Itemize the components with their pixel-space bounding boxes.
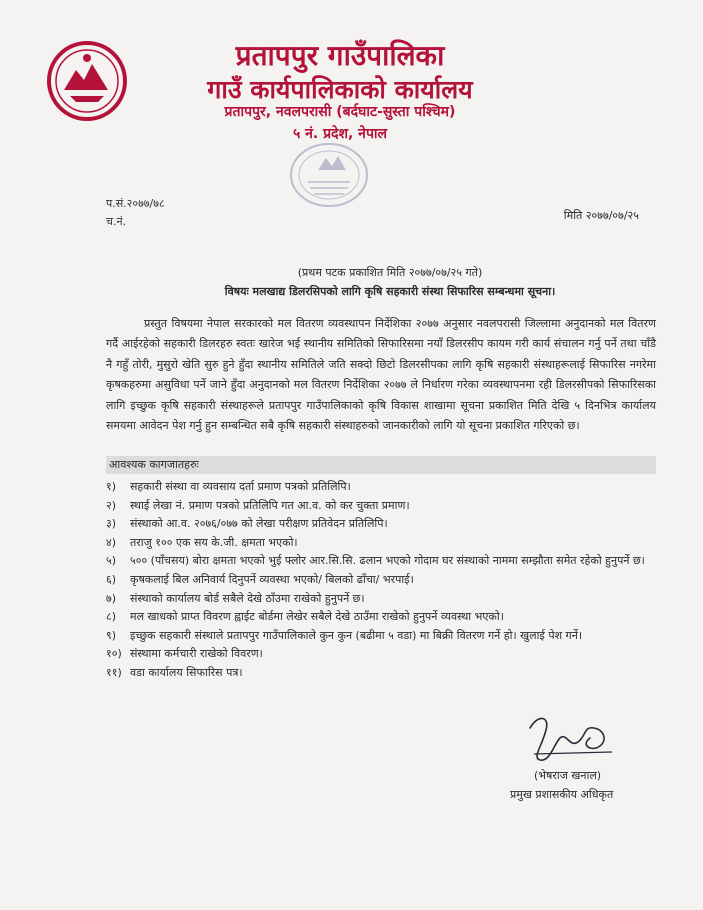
- patra-sankhya: प.सं.२०७७/७८: [106, 197, 165, 210]
- item-text: स्थाई लेखा नं. प्रमाण पत्रको प्रतिलिपि गत आ.व. को कर चुक्ता प्रमाण।: [130, 498, 410, 512]
- list-item: [106, 497, 658, 516]
- item-number: ८): [106, 610, 117, 624]
- item-text: कृषकलाई बिल अनिवार्य दिनुपर्ने व्यवस्था भएको/ बिलको ढाँचा/ भरपाई।: [130, 572, 414, 586]
- item-text: संस्थामा कर्मचारी राखेको विवरण।: [130, 647, 263, 661]
- office-stamp-icon: [288, 140, 370, 210]
- item-text: वडा कार्यालय सिफारिस पत्र।: [130, 665, 243, 679]
- list-item: [106, 627, 658, 646]
- item-number: ५): [106, 554, 117, 568]
- government-emblem-icon: [46, 40, 128, 122]
- publication-note: (प्रथम पटक प्रकाशित मिति २०७७/०७/२५ गते): [297, 266, 483, 279]
- item-text: सहकारी संस्था वा व्यवसाय दर्ता प्रमाण पत्रको प्रतिलिपि।: [130, 480, 351, 493]
- office-type: गाउँ कार्यपालिकाको कार्यालय: [207, 75, 473, 104]
- item-text: संस्थाको आ.व. २०७६/०७७ को लेखा परीक्षण प्रतिवेदन प्रतिलिपि।: [130, 517, 388, 531]
- list-item: [106, 608, 658, 627]
- item-number: १०): [106, 647, 122, 661]
- list-item: [106, 590, 658, 609]
- item-number: ७): [106, 591, 117, 605]
- item-text: मल खाधको प्राप्त विवरण ह्वाईट बोर्डमा लेखेर सबैले देखे ठाउँमा राखेको हुनुपर्ने व्यवस्था भएको।: [130, 610, 504, 624]
- office-province: ५ नं. प्रदेश, नेपाल: [292, 126, 388, 142]
- office-name: प्रतापपुर गाउँपालिका: [235, 39, 445, 72]
- signatory-name: (भेषराज खनाल): [534, 769, 602, 782]
- notice-body: प्रस्तुत विषयमा नेपाल सरकारको मल वितरण व्यवस्थापन निर्देशिका २०७७ अनुसार नवलपरासी जिल्लामा अनुदानको मल वितरण गर्दै आईरहेको सहकारी डिलरहरु स्वतः खारेज भई स्थानीय समितिको सिफारिसमा नयाँ डिलरसीप कायम गरी कार्य संचालन गर्नु पर्ने तथा चाँडै नै गहुँ तोरी, मुसुरो खेति सुरु हुने हुँदा स्थानीय समितिले जति सक्दो छिटो डिलरसीपका लागि कृषि सहकारी संस्थाहरूलाई सिफारिस नगरेमा कृषकहरुमा असुविधा पर्ने जाने हुँदा अनुदानको मल वितरण निर्देशिका २०७७ ले निर्धारण गरेका व्यवस्थापनमा रही डिलरसीपको सिफारिसका लागि इच्छुक कृषि सहकारी संस्थाहरूले प्रतापपुर गाउँपालिकाको कृषि विकास शाखामा सूचना प्रकाशित मिति देखि ५ दिनभित्र कार्यालय समयमा आवेदन पेश गर्नु हुन सम्बन्धित सबै कृषि सहकारी संस्थाहरुको जानकारीको लागि यो सूचना प्रकाशित गरिएको छ।: [106, 317, 656, 433]
- chalani-number: च.नं.: [106, 215, 127, 228]
- item-text: ५०० (पाँचसय) बोरा क्षमता भएको भुई फ्लोर आर.सि.सि. ढलान भएको गोदाम घर संस्थाको नाममा सम्झौता समेत रहेको हुनुपर्ने छ।: [130, 554, 645, 568]
- list-item: [106, 664, 658, 683]
- item-number: ६): [106, 572, 117, 586]
- list-item: [106, 645, 658, 664]
- item-text: इच्छुक सहकारी संस्थाले प्रतापपुर गाउँपालिकाले कुन कुन (बढीमा ५ वडा) मा बिक्री वितरण गर्ने हो। खुलाई पेश गर्ने।: [130, 628, 583, 642]
- signatory-title: प्रमुख प्रशासकीय अधिकृत: [510, 788, 614, 801]
- notice-subject: विषयः मलखाद्य डिलरसिपको लागि कृषि सहकारी संस्था सिफारिस सम्बन्धमा सूचना।: [224, 285, 556, 298]
- item-number: १): [106, 480, 117, 493]
- item-number: ९): [106, 628, 117, 642]
- requirements-heading: आवश्यक कागजातहरुः: [106, 456, 656, 474]
- list-item: [106, 534, 658, 553]
- item-number: २): [106, 498, 117, 512]
- item-number: ४): [106, 535, 117, 549]
- item-text: संस्थाको कार्यालय बोर्ड सबैले देखे ठाँउमा राखेको हुनुपर्ने छ।: [130, 591, 365, 605]
- list-item: [106, 571, 658, 590]
- item-number: ११): [106, 665, 122, 679]
- list-item: [106, 515, 658, 534]
- list-item: [106, 478, 658, 497]
- signature-icon: [520, 708, 616, 766]
- list-item: [106, 552, 658, 571]
- item-number: ३): [106, 517, 117, 531]
- office-address: प्रतापपुर, नवलपरासी (बर्दघाट-सुस्ता पश्चिम): [224, 104, 456, 120]
- letter-date: मिति २०७७/०७/२५: [563, 209, 639, 222]
- item-text: तराजु १०० एक सय के.जी. क्षमता भएको।: [130, 535, 298, 549]
- requirements-list: [106, 478, 658, 683]
